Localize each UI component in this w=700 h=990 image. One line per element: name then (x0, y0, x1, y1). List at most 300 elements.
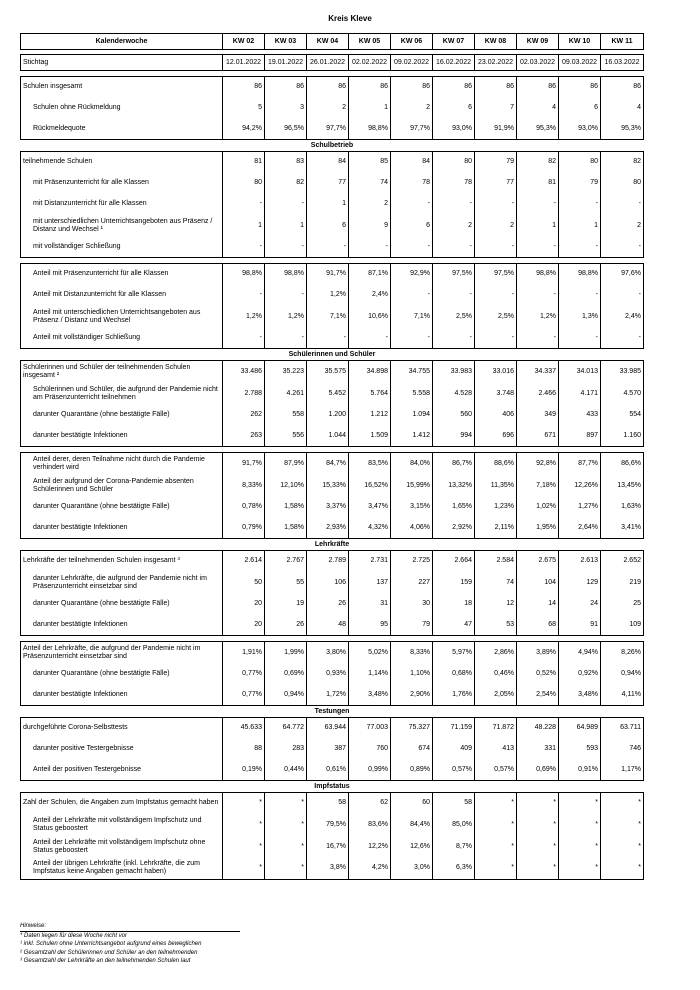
row-value: 1.160 (601, 426, 644, 447)
row-value: - (265, 194, 307, 215)
row-value: 87,7% (559, 453, 601, 475)
row-value: 95 (349, 615, 391, 636)
stichtag-row (21, 55, 644, 71)
week-header: KW 06 (391, 34, 433, 50)
row-value: 3,80% (307, 642, 349, 664)
row-value: 0,99% (349, 760, 391, 781)
row-value: 8,33% (223, 475, 265, 497)
table-row (21, 793, 644, 814)
table-row (21, 475, 644, 497)
row-value: 84,0% (391, 453, 433, 475)
row-value: 3 (265, 98, 307, 119)
row-value: 560 (433, 405, 475, 426)
row-label: Schulen ohne Rückmeldung (21, 98, 223, 119)
table-row (21, 814, 644, 836)
row-value: 0,91% (559, 760, 601, 781)
row-value: 1,2% (265, 306, 307, 328)
week-header: KW 09 (517, 34, 559, 50)
row-value: 2 (475, 215, 517, 237)
row-value: 84,7% (307, 453, 349, 475)
row-value: 4,94% (559, 642, 601, 664)
row-value: 25 (601, 594, 644, 615)
row-value: 1,95% (517, 518, 559, 539)
row-value: 86 (601, 77, 644, 98)
row-value: 2,92% (433, 518, 475, 539)
row-value: 34.013 (559, 361, 601, 383)
row-value: 2.731 (349, 551, 391, 572)
note-item: ¹ inkl. Schulen ohne Unterrichtsangebot aufgrund eines beweglichen (20, 941, 202, 948)
row-value: 91,9% (475, 119, 517, 140)
row-label: darunter positive Testergebnisse (21, 739, 223, 760)
row-value: - (601, 285, 644, 306)
row-value: 98,8% (517, 264, 559, 285)
row-value: 91,7% (223, 453, 265, 475)
row-value: 2,4% (349, 285, 391, 306)
row-value: 1.509 (349, 426, 391, 447)
row-value: 86 (223, 77, 265, 98)
row-value: 84,4% (391, 814, 433, 836)
row-value: - (223, 328, 265, 349)
row-value: 387 (307, 739, 349, 760)
row-value: 85,0% (433, 814, 475, 836)
row-value: 1 (559, 215, 601, 237)
row-value: 556 (265, 426, 307, 447)
row-value: 2,05% (475, 685, 517, 706)
row-value: 74 (475, 572, 517, 594)
row-value: 2,5% (433, 306, 475, 328)
row-value: 55 (265, 572, 307, 594)
row-value: 13,45% (601, 475, 644, 497)
row-value: 20 (223, 594, 265, 615)
row-value: 18 (433, 594, 475, 615)
row-label: Anteil der Lehrkräfte mit vollständigem Impfschutz und Status geboostert (21, 814, 223, 836)
row-value: 0,93% (307, 664, 349, 685)
row-label: darunter bestätigte Infektionen (21, 615, 223, 636)
row-value: 0,92% (559, 664, 601, 685)
row-value: 9 (349, 215, 391, 237)
row-value: 0,69% (517, 760, 559, 781)
table-row (21, 497, 644, 518)
row-value: * (601, 814, 644, 836)
row-value: 19 (265, 594, 307, 615)
row-value: 82 (265, 173, 307, 194)
row-label: darunter Lehrkräfte, die aufgrund der Pandemie nicht im Präsenzunterricht einsetzbar sind (21, 572, 223, 594)
row-value: 82 (517, 152, 559, 173)
row-value: 2.725 (391, 551, 433, 572)
row-value: 96,5% (265, 119, 307, 140)
row-value: - (391, 285, 433, 306)
row-value: 77 (307, 173, 349, 194)
row-value: 2 (601, 215, 644, 237)
row-value: 58 (307, 793, 349, 814)
row-value: 31 (349, 594, 391, 615)
row-value: 1,58% (265, 497, 307, 518)
note-item: * Daten liegen für diese Woche nicht vor (20, 932, 128, 939)
row-value: 84 (307, 152, 349, 173)
header-row (21, 34, 644, 50)
row-value: - (433, 328, 475, 349)
row-label: Zahl der Schulen, die Angaben zum Impfstatus gemacht haben (21, 793, 223, 814)
row-value: - (391, 328, 433, 349)
section-title: Testungen (314, 707, 350, 715)
row-label: mit unterschiedlichen Unterrichtsangeboten aus Präsenz / Distanz und Wechsel ¹ (21, 215, 223, 237)
row-value: 2,11% (475, 518, 517, 539)
note-item: ³ Gesamtzahl der Lehrkräfte an den teilnehmenden Schulen laut (20, 958, 191, 965)
table-row (21, 361, 644, 383)
row-value: 83,6% (349, 814, 391, 836)
row-value: 97,5% (475, 264, 517, 285)
row-value: 3,48% (559, 685, 601, 706)
row-value: 35.223 (265, 361, 307, 383)
row-value: 86 (433, 77, 475, 98)
row-value: 4,32% (349, 518, 391, 539)
row-label: darunter bestätigte Infektionen (21, 426, 223, 447)
row-value: 674 (391, 739, 433, 760)
table-row (21, 664, 644, 685)
row-value: 1,65% (433, 497, 475, 518)
row-value: 34.898 (349, 361, 391, 383)
row-value: 349 (517, 405, 559, 426)
row-value: 68 (517, 615, 559, 636)
row-value: 83,5% (349, 453, 391, 475)
table-row (21, 77, 644, 98)
row-value: 4.261 (265, 383, 307, 405)
row-label: Anteil der positiven Testergebnisse (21, 760, 223, 781)
row-value: 283 (265, 739, 307, 760)
table-row (21, 173, 644, 194)
row-value: * (601, 836, 644, 858)
row-value: 4.528 (433, 383, 475, 405)
row-value: - (265, 285, 307, 306)
row-value: 86 (475, 77, 517, 98)
table-row (21, 152, 644, 173)
table-row (21, 572, 644, 594)
row-value: * (559, 858, 601, 880)
row-value: 87,1% (349, 264, 391, 285)
table-row (21, 426, 644, 447)
row-value: - (265, 328, 307, 349)
row-value: * (475, 814, 517, 836)
row-value: 262 (223, 405, 265, 426)
row-label: Schülerinnen und Schüler der teilnehmenden Schulen insgesamt ² (21, 361, 223, 383)
row-label: Anteil mit Distanzunterricht für alle Klassen (21, 285, 223, 306)
row-value: 30 (391, 594, 433, 615)
row-value: 406 (475, 405, 517, 426)
row-value: 94,2% (223, 119, 265, 140)
row-value: 45.633 (223, 718, 265, 739)
row-value: * (559, 814, 601, 836)
row-value: 2,5% (475, 306, 517, 328)
row-value: 746 (601, 739, 644, 760)
row-value: 64.772 (265, 718, 307, 739)
row-value: - (223, 194, 265, 215)
row-value: - (559, 285, 601, 306)
row-label: Anteil der Lehrkräfte, die aufgrund der Pandemie nicht im Präsenzunterricht einsetzbar sind (21, 642, 223, 664)
row-value: 4 (517, 98, 559, 119)
row-label: Rückmeldequote (21, 119, 223, 140)
row-value: 98,8% (349, 119, 391, 140)
row-value: 63.944 (307, 718, 349, 739)
row-value: 26 (265, 615, 307, 636)
row-label: darunter Quarantäne (ohne bestätigte Fälle) (21, 664, 223, 685)
row-value: * (559, 836, 601, 858)
row-value: 6 (391, 215, 433, 237)
row-value: 91,7% (307, 264, 349, 285)
row-value: 263 (223, 426, 265, 447)
row-value: 129 (559, 572, 601, 594)
row-value: - (475, 285, 517, 306)
row-value: 86 (265, 77, 307, 98)
row-value: 0,46% (475, 664, 517, 685)
week-header: KW 08 (475, 34, 517, 50)
row-value: 63.711 (601, 718, 644, 739)
row-value: 87,9% (265, 453, 307, 475)
row-value: 4.171 (559, 383, 601, 405)
row-value: - (433, 194, 475, 215)
row-label: mit Präsenzunterricht für alle Klassen (21, 173, 223, 194)
row-value: 50 (223, 572, 265, 594)
row-value: 3,89% (517, 642, 559, 664)
row-value: 6 (307, 215, 349, 237)
row-value: * (475, 793, 517, 814)
row-value: 1,10% (391, 664, 433, 685)
row-value: 104 (517, 572, 559, 594)
week-header: KW 05 (349, 34, 391, 50)
row-label: mit vollständiger Schließung (21, 237, 223, 258)
row-value: 33.985 (601, 361, 644, 383)
stichtag-date: 09.02.2022 (391, 55, 433, 71)
section-row (21, 349, 644, 361)
table-row (21, 285, 644, 306)
row-label: Anteil mit vollständiger Schließung (21, 328, 223, 349)
row-value: 0,77% (223, 685, 265, 706)
row-value: 7,18% (517, 475, 559, 497)
stichtag-date: 12.01.2022 (223, 55, 265, 71)
row-value: 2,54% (517, 685, 559, 706)
row-value: - (349, 328, 391, 349)
row-value: 4 (601, 98, 644, 119)
row-value: - (265, 237, 307, 258)
row-value: * (517, 793, 559, 814)
stichtag-date: 26.01.2022 (307, 55, 349, 71)
row-label: Anteil der übrigen Lehrkräfte (inkl. Lehrkräfte, die zum Impfstatus keine Angaben gemacht haben) (21, 858, 223, 880)
row-value: 80 (433, 152, 475, 173)
row-value: 15,33% (307, 475, 349, 497)
row-value: 78 (391, 173, 433, 194)
report-title: Kreis Kleve (328, 14, 372, 23)
row-value: 109 (601, 615, 644, 636)
row-value: 1 (307, 194, 349, 215)
row-value: 1,72% (307, 685, 349, 706)
row-value: * (265, 836, 307, 858)
row-value: 1.094 (391, 405, 433, 426)
row-value: 5.558 (391, 383, 433, 405)
row-value: 77 (475, 173, 517, 194)
row-value: 1,3% (559, 306, 601, 328)
row-value: 81 (223, 152, 265, 173)
row-value: * (601, 858, 644, 880)
row-value: 897 (559, 426, 601, 447)
row-value: 6 (559, 98, 601, 119)
row-value: - (559, 194, 601, 215)
section-title: Lehrkräfte (314, 540, 350, 548)
row-value: * (475, 858, 517, 880)
row-value: * (517, 814, 559, 836)
row-value: 79 (559, 173, 601, 194)
stichtag-date: 02.02.2022 (349, 55, 391, 71)
row-value: 558 (265, 405, 307, 426)
row-value: 98,8% (223, 264, 265, 285)
row-value: 2,64% (559, 518, 601, 539)
row-value: 137 (349, 572, 391, 594)
row-value: - (601, 328, 644, 349)
row-value: 2.664 (433, 551, 475, 572)
table-row (21, 194, 644, 215)
row-value: 16,7% (307, 836, 349, 858)
row-label: Anteil der Lehrkräfte mit vollständigem Impfschutz ohne Status geboostert (21, 836, 223, 858)
table-row (21, 642, 644, 664)
row-value: 2 (307, 98, 349, 119)
row-value: - (475, 194, 517, 215)
table-row (21, 739, 644, 760)
row-value: 0,68% (433, 664, 475, 685)
row-value: 86 (391, 77, 433, 98)
row-value: 98,8% (559, 264, 601, 285)
row-value: 0,94% (601, 664, 644, 685)
row-value: 81 (517, 173, 559, 194)
row-value: - (223, 237, 265, 258)
row-label: teilnehmende Schulen (21, 152, 223, 173)
row-value: 2 (391, 98, 433, 119)
row-label: mit Distanzunterricht für alle Klassen (21, 194, 223, 215)
row-value: 2,4% (601, 306, 644, 328)
row-value: * (265, 793, 307, 814)
row-label: darunter bestätigte Infektionen (21, 518, 223, 539)
row-value: - (433, 285, 475, 306)
row-value: 53 (475, 615, 517, 636)
row-value: 2.788 (223, 383, 265, 405)
row-value: 159 (433, 572, 475, 594)
row-value: 1.044 (307, 426, 349, 447)
row-value: - (433, 237, 475, 258)
row-value: * (517, 836, 559, 858)
row-value: * (265, 858, 307, 880)
row-value: 7,1% (307, 306, 349, 328)
row-value: 1.212 (349, 405, 391, 426)
row-value: 97,5% (433, 264, 475, 285)
row-value: 74 (349, 173, 391, 194)
row-value: 696 (475, 426, 517, 447)
row-value: - (517, 285, 559, 306)
stichtag-date: 02.03.2022 (517, 55, 559, 71)
row-label: Anteil der aufgrund der Corona-Pandemie absenten Schülerinnen und Schüler (21, 475, 223, 497)
row-value: - (517, 237, 559, 258)
row-value: 16,52% (349, 475, 391, 497)
row-value: 106 (307, 572, 349, 594)
table-row (21, 685, 644, 706)
row-value: 1 (223, 215, 265, 237)
row-value: 671 (517, 426, 559, 447)
row-value: 0,52% (517, 664, 559, 685)
row-value: 79 (391, 615, 433, 636)
row-value: 2.767 (265, 551, 307, 572)
row-value: 86 (307, 77, 349, 98)
row-value: 1 (517, 215, 559, 237)
stichtag-date: 16.03.2022 (601, 55, 644, 71)
row-value: 5,97% (433, 642, 475, 664)
row-value: 554 (601, 405, 644, 426)
section-title: Schulbetrieb (310, 141, 354, 149)
table-row (21, 760, 644, 781)
stichtag-date: 09.03.2022 (559, 55, 601, 71)
row-value: * (475, 836, 517, 858)
table-row (21, 383, 644, 405)
row-value: 13,32% (433, 475, 475, 497)
row-value: 58 (433, 793, 475, 814)
row-label: Lehrkräfte der teilnehmenden Schulen insgesamt ³ (21, 551, 223, 572)
row-value: 83 (265, 152, 307, 173)
row-value: 86 (349, 77, 391, 98)
row-value: 413 (475, 739, 517, 760)
row-value: - (391, 194, 433, 215)
row-value: 12,26% (559, 475, 601, 497)
row-value: 33.016 (475, 361, 517, 383)
row-value: 12,6% (391, 836, 433, 858)
row-value: 8,26% (601, 642, 644, 664)
row-value: 86,6% (601, 453, 644, 475)
section-row (21, 539, 644, 551)
stichtag-label: Stichtag (21, 55, 223, 71)
row-value: 86,7% (433, 453, 475, 475)
row-label: Anteil derer, deren Teilnahme nicht durch die Pandemie verhindert wird (21, 453, 223, 475)
row-value: 2 (433, 215, 475, 237)
row-value: 3,37% (307, 497, 349, 518)
row-value: 48 (307, 615, 349, 636)
row-value: 4,2% (349, 858, 391, 880)
table-row (21, 405, 644, 426)
row-value: 35.575 (307, 361, 349, 383)
row-value: 1.412 (391, 426, 433, 447)
table-row (21, 718, 644, 739)
table-row (21, 119, 644, 140)
row-value: 2,93% (307, 518, 349, 539)
row-value: 593 (559, 739, 601, 760)
row-value: 26 (307, 594, 349, 615)
row-value: 760 (349, 739, 391, 760)
row-value: 1 (265, 215, 307, 237)
stichtag-date: 16.02.2022 (433, 55, 475, 71)
row-value: 331 (517, 739, 559, 760)
table-row (21, 615, 644, 636)
row-value: - (475, 237, 517, 258)
row-value: 1,23% (475, 497, 517, 518)
row-value: 0,94% (265, 685, 307, 706)
row-value: * (559, 793, 601, 814)
row-value: 14 (517, 594, 559, 615)
row-value: 92,8% (517, 453, 559, 475)
row-value: 0,69% (265, 664, 307, 685)
week-header: KW 10 (559, 34, 601, 50)
row-value: 20 (223, 615, 265, 636)
row-value: 1,02% (517, 497, 559, 518)
row-value: 97,6% (601, 264, 644, 285)
table-row (21, 98, 644, 119)
stichtag-date: 19.01.2022 (265, 55, 307, 71)
row-label: Anteil mit Präsenzunterricht für alle Klassen (21, 264, 223, 285)
table-row (21, 836, 644, 858)
table-row (21, 551, 644, 572)
row-value: 95,3% (601, 119, 644, 140)
